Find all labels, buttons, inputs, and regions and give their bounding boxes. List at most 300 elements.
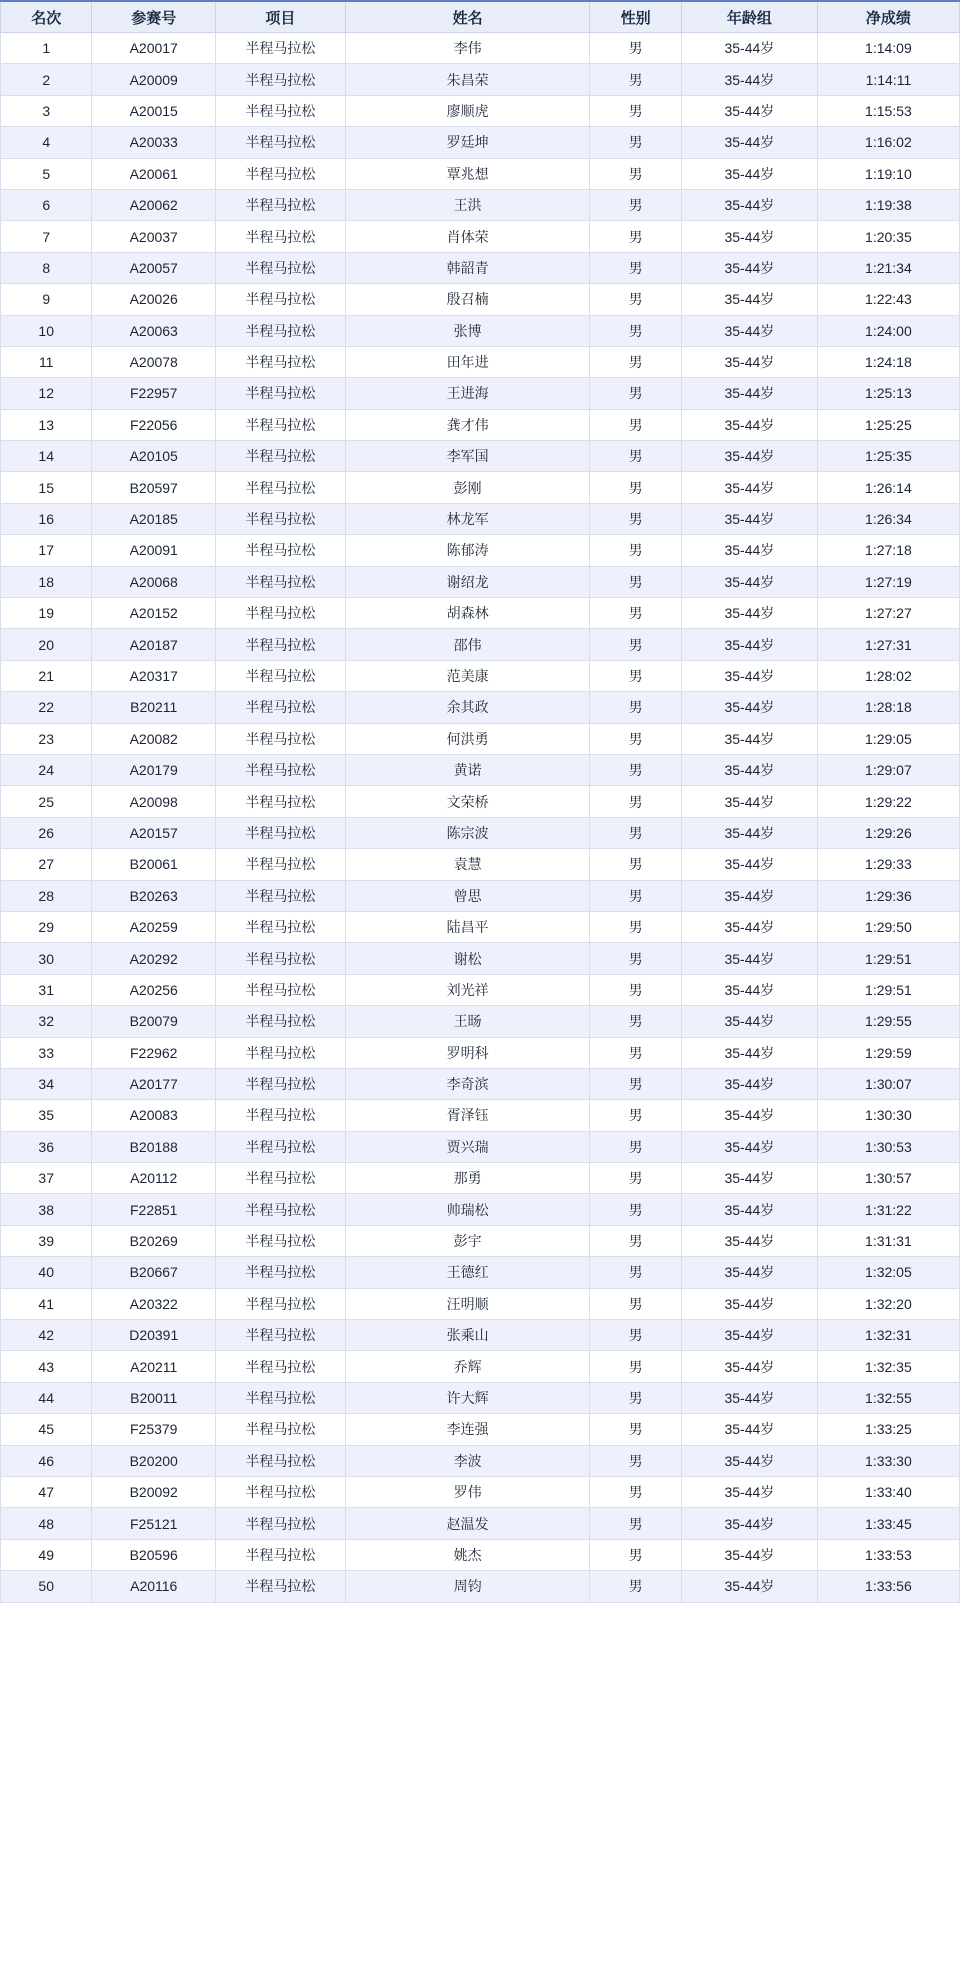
cell-rank: 10 [1, 315, 92, 346]
cell-rank: 13 [1, 409, 92, 440]
cell-name: 邵伟 [345, 629, 590, 660]
cell-agegroup: 35-44岁 [681, 409, 817, 440]
cell-rank: 22 [1, 692, 92, 723]
table-row [1, 1257, 960, 1288]
cell-name: 肖体荣 [345, 221, 590, 252]
column-header-name: 姓名 [345, 1, 590, 33]
cell-agegroup: 35-44岁 [681, 566, 817, 597]
cell-event: 半程马拉松 [216, 503, 346, 534]
cell-agegroup: 35-44岁 [681, 1539, 817, 1570]
cell-name: 李连强 [345, 1414, 590, 1445]
column-header-gender: 性别 [590, 1, 681, 33]
cell-agegroup: 35-44岁 [681, 1571, 817, 1602]
cell-gender: 男 [590, 660, 681, 691]
cell-name: 赵温发 [345, 1508, 590, 1539]
cell-nettime: 1:28:02 [817, 660, 959, 691]
cell-bib: A20152 [92, 598, 216, 629]
cell-bib: A20292 [92, 943, 216, 974]
cell-rank: 38 [1, 1194, 92, 1225]
cell-gender: 男 [590, 723, 681, 754]
cell-agegroup: 35-44岁 [681, 1382, 817, 1413]
cell-name: 殷召楠 [345, 284, 590, 315]
cell-nettime: 1:33:56 [817, 1571, 959, 1602]
table-row [1, 1445, 960, 1476]
cell-nettime: 1:33:25 [817, 1414, 959, 1445]
cell-bib: B20211 [92, 692, 216, 723]
cell-agegroup: 35-44岁 [681, 472, 817, 503]
cell-rank: 1 [1, 33, 92, 64]
cell-bib: A20068 [92, 566, 216, 597]
cell-rank: 3 [1, 95, 92, 126]
cell-name: 余其政 [345, 692, 590, 723]
cell-bib: A20033 [92, 127, 216, 158]
cell-event: 半程马拉松 [216, 346, 346, 377]
cell-agegroup: 35-44岁 [681, 974, 817, 1005]
cell-agegroup: 35-44岁 [681, 786, 817, 817]
cell-agegroup: 35-44岁 [681, 1037, 817, 1068]
cell-rank: 37 [1, 1163, 92, 1194]
cell-gender: 男 [590, 252, 681, 283]
table-row [1, 1320, 960, 1351]
cell-rank: 41 [1, 1288, 92, 1319]
cell-name: 黄诺 [345, 754, 590, 785]
cell-event: 半程马拉松 [216, 441, 346, 472]
cell-event: 半程马拉松 [216, 1320, 346, 1351]
table-row [1, 1414, 960, 1445]
cell-agegroup: 35-44岁 [681, 598, 817, 629]
cell-agegroup: 35-44岁 [681, 943, 817, 974]
table-row [1, 33, 960, 64]
cell-event: 半程马拉松 [216, 974, 346, 1005]
cell-name: 王洪 [345, 189, 590, 220]
cell-nettime: 1:20:35 [817, 221, 959, 252]
cell-agegroup: 35-44岁 [681, 189, 817, 220]
cell-name: 那勇 [345, 1163, 590, 1194]
cell-agegroup: 35-44岁 [681, 1508, 817, 1539]
cell-nettime: 1:30:30 [817, 1100, 959, 1131]
cell-bib: A20256 [92, 974, 216, 1005]
cell-nettime: 1:29:33 [817, 849, 959, 880]
cell-nettime: 1:22:43 [817, 284, 959, 315]
cell-agegroup: 35-44岁 [681, 441, 817, 472]
cell-bib: A20057 [92, 252, 216, 283]
cell-nettime: 1:29:36 [817, 880, 959, 911]
table-row [1, 1068, 960, 1099]
cell-agegroup: 35-44岁 [681, 221, 817, 252]
cell-event: 半程马拉松 [216, 535, 346, 566]
table-row [1, 911, 960, 942]
cell-rank: 39 [1, 1225, 92, 1256]
cell-rank: 29 [1, 911, 92, 942]
cell-gender: 男 [590, 1131, 681, 1162]
cell-bib: F22851 [92, 1194, 216, 1225]
table-row [1, 158, 960, 189]
cell-gender: 男 [590, 284, 681, 315]
cell-gender: 男 [590, 1571, 681, 1602]
cell-bib: A20187 [92, 629, 216, 660]
cell-nettime: 1:26:34 [817, 503, 959, 534]
cell-nettime: 1:28:18 [817, 692, 959, 723]
cell-name: 彭宇 [345, 1225, 590, 1256]
cell-rank: 11 [1, 346, 92, 377]
cell-event: 半程马拉松 [216, 1037, 346, 1068]
cell-name: 张乘山 [345, 1320, 590, 1351]
cell-agegroup: 35-44岁 [681, 660, 817, 691]
cell-name: 龚才伟 [345, 409, 590, 440]
cell-agegroup: 35-44岁 [681, 1445, 817, 1476]
table-row [1, 252, 960, 283]
cell-event: 半程马拉松 [216, 1257, 346, 1288]
cell-agegroup: 35-44岁 [681, 252, 817, 283]
table-row [1, 880, 960, 911]
cell-bib: F22962 [92, 1037, 216, 1068]
cell-bib: A20116 [92, 1571, 216, 1602]
cell-rank: 16 [1, 503, 92, 534]
cell-nettime: 1:31:31 [817, 1225, 959, 1256]
cell-bib: B20200 [92, 1445, 216, 1476]
cell-gender: 男 [590, 409, 681, 440]
cell-event: 半程马拉松 [216, 315, 346, 346]
cell-rank: 2 [1, 64, 92, 95]
cell-gender: 男 [590, 1225, 681, 1256]
cell-rank: 48 [1, 1508, 92, 1539]
cell-name: 文荣桥 [345, 786, 590, 817]
cell-name: 李奇滨 [345, 1068, 590, 1099]
table-row [1, 535, 960, 566]
table-row [1, 1508, 960, 1539]
cell-bib: A20063 [92, 315, 216, 346]
table-row [1, 660, 960, 691]
cell-gender: 男 [590, 598, 681, 629]
cell-gender: 男 [590, 127, 681, 158]
cell-nettime: 1:29:59 [817, 1037, 959, 1068]
cell-nettime: 1:27:18 [817, 535, 959, 566]
cell-name: 廖顺虎 [345, 95, 590, 126]
cell-rank: 47 [1, 1476, 92, 1507]
cell-name: 彭刚 [345, 472, 590, 503]
cell-event: 半程马拉松 [216, 723, 346, 754]
cell-nettime: 1:30:57 [817, 1163, 959, 1194]
cell-nettime: 1:25:25 [817, 409, 959, 440]
cell-name: 帅瑞松 [345, 1194, 590, 1225]
cell-gender: 男 [590, 1445, 681, 1476]
cell-name: 田年进 [345, 346, 590, 377]
cell-bib: A20157 [92, 817, 216, 848]
cell-bib: A20185 [92, 503, 216, 534]
cell-event: 半程马拉松 [216, 880, 346, 911]
cell-rank: 49 [1, 1539, 92, 1570]
cell-bib: A20098 [92, 786, 216, 817]
cell-event: 半程马拉松 [216, 692, 346, 723]
cell-event: 半程马拉松 [216, 284, 346, 315]
cell-rank: 32 [1, 1006, 92, 1037]
table-row [1, 346, 960, 377]
cell-gender: 男 [590, 1068, 681, 1099]
cell-bib: A20017 [92, 33, 216, 64]
cell-event: 半程马拉松 [216, 1508, 346, 1539]
cell-name: 李伟 [345, 33, 590, 64]
cell-name: 王进海 [345, 378, 590, 409]
table-row [1, 849, 960, 880]
table-row [1, 472, 960, 503]
table-row [1, 127, 960, 158]
cell-agegroup: 35-44岁 [681, 33, 817, 64]
cell-event: 半程马拉松 [216, 1476, 346, 1507]
table-row [1, 1163, 960, 1194]
cell-event: 半程马拉松 [216, 566, 346, 597]
table-row [1, 786, 960, 817]
cell-event: 半程马拉松 [216, 598, 346, 629]
table-row [1, 378, 960, 409]
column-header-agegroup: 年龄组 [681, 1, 817, 33]
cell-agegroup: 35-44岁 [681, 503, 817, 534]
cell-name: 罗明科 [345, 1037, 590, 1068]
table-row [1, 1037, 960, 1068]
table-row [1, 1571, 960, 1602]
cell-name: 乔辉 [345, 1351, 590, 1382]
cell-nettime: 1:29:05 [817, 723, 959, 754]
cell-nettime: 1:33:30 [817, 1445, 959, 1476]
cell-name: 胥泽钰 [345, 1100, 590, 1131]
cell-nettime: 1:24:18 [817, 346, 959, 377]
cell-rank: 43 [1, 1351, 92, 1382]
table-header-row [1, 1, 960, 33]
cell-event: 半程马拉松 [216, 127, 346, 158]
cell-agegroup: 35-44岁 [681, 378, 817, 409]
cell-nettime: 1:32:55 [817, 1382, 959, 1413]
cell-rank: 27 [1, 849, 92, 880]
cell-name: 陈宗波 [345, 817, 590, 848]
cell-rank: 7 [1, 221, 92, 252]
table-row [1, 1351, 960, 1382]
cell-agegroup: 35-44岁 [681, 95, 817, 126]
cell-agegroup: 35-44岁 [681, 754, 817, 785]
cell-rank: 15 [1, 472, 92, 503]
cell-bib: F22957 [92, 378, 216, 409]
cell-nettime: 1:29:26 [817, 817, 959, 848]
table-row [1, 441, 960, 472]
cell-agegroup: 35-44岁 [681, 1288, 817, 1319]
cell-nettime: 1:31:22 [817, 1194, 959, 1225]
cell-name: 曾思 [345, 880, 590, 911]
cell-nettime: 1:33:53 [817, 1539, 959, 1570]
table-row [1, 64, 960, 95]
cell-name: 许大辉 [345, 1382, 590, 1413]
cell-event: 半程马拉松 [216, 95, 346, 126]
cell-agegroup: 35-44岁 [681, 1257, 817, 1288]
cell-nettime: 1:19:38 [817, 189, 959, 220]
cell-rank: 26 [1, 817, 92, 848]
cell-rank: 23 [1, 723, 92, 754]
cell-event: 半程马拉松 [216, 252, 346, 283]
cell-agegroup: 35-44岁 [681, 911, 817, 942]
cell-agegroup: 35-44岁 [681, 1320, 817, 1351]
cell-gender: 男 [590, 566, 681, 597]
column-header-nettime: 净成绩 [817, 1, 959, 33]
cell-name: 周钧 [345, 1571, 590, 1602]
cell-gender: 男 [590, 786, 681, 817]
cell-name: 王德红 [345, 1257, 590, 1288]
cell-gender: 男 [590, 629, 681, 660]
cell-name: 何洪勇 [345, 723, 590, 754]
table-row [1, 1382, 960, 1413]
cell-bib: F25379 [92, 1414, 216, 1445]
table-row [1, 817, 960, 848]
cell-bib: A20317 [92, 660, 216, 691]
cell-event: 半程马拉松 [216, 660, 346, 691]
cell-name: 陆昌平 [345, 911, 590, 942]
cell-agegroup: 35-44岁 [681, 723, 817, 754]
cell-event: 半程马拉松 [216, 1539, 346, 1570]
cell-event: 半程马拉松 [216, 1382, 346, 1413]
cell-name: 陈郁涛 [345, 535, 590, 566]
cell-bib: A20083 [92, 1100, 216, 1131]
cell-event: 半程马拉松 [216, 1006, 346, 1037]
cell-agegroup: 35-44岁 [681, 158, 817, 189]
cell-gender: 男 [590, 33, 681, 64]
table-row [1, 754, 960, 785]
cell-agegroup: 35-44岁 [681, 817, 817, 848]
cell-rank: 28 [1, 880, 92, 911]
cell-rank: 8 [1, 252, 92, 283]
cell-agegroup: 35-44岁 [681, 1351, 817, 1382]
cell-gender: 男 [590, 1508, 681, 1539]
cell-gender: 男 [590, 754, 681, 785]
cell-rank: 33 [1, 1037, 92, 1068]
table-row [1, 1100, 960, 1131]
cell-gender: 男 [590, 1163, 681, 1194]
cell-rank: 18 [1, 566, 92, 597]
cell-name: 胡森林 [345, 598, 590, 629]
cell-bib: B20061 [92, 849, 216, 880]
cell-nettime: 1:29:50 [817, 911, 959, 942]
table-row [1, 1006, 960, 1037]
cell-agegroup: 35-44岁 [681, 1194, 817, 1225]
cell-rank: 40 [1, 1257, 92, 1288]
cell-event: 半程马拉松 [216, 189, 346, 220]
cell-bib: B20079 [92, 1006, 216, 1037]
cell-bib: B20597 [92, 472, 216, 503]
cell-name: 张博 [345, 315, 590, 346]
cell-gender: 男 [590, 221, 681, 252]
cell-event: 半程马拉松 [216, 817, 346, 848]
cell-name: 姚杰 [345, 1539, 590, 1570]
cell-bib: A20091 [92, 535, 216, 566]
cell-event: 半程马拉松 [216, 786, 346, 817]
cell-bib: A20061 [92, 158, 216, 189]
cell-bib: B20011 [92, 1382, 216, 1413]
cell-event: 半程马拉松 [216, 64, 346, 95]
cell-rank: 45 [1, 1414, 92, 1445]
cell-nettime: 1:33:40 [817, 1476, 959, 1507]
cell-gender: 男 [590, 1037, 681, 1068]
table-row [1, 1476, 960, 1507]
table-row [1, 1288, 960, 1319]
cell-nettime: 1:14:09 [817, 33, 959, 64]
cell-nettime: 1:24:00 [817, 315, 959, 346]
table-row [1, 943, 960, 974]
cell-gender: 男 [590, 1351, 681, 1382]
table-body [1, 33, 960, 1603]
cell-bib: F25121 [92, 1508, 216, 1539]
table-row [1, 566, 960, 597]
cell-nettime: 1:30:53 [817, 1131, 959, 1162]
table-row [1, 221, 960, 252]
table-row [1, 723, 960, 754]
cell-event: 半程马拉松 [216, 943, 346, 974]
cell-name: 林龙军 [345, 503, 590, 534]
cell-bib: A20179 [92, 754, 216, 785]
cell-gender: 男 [590, 378, 681, 409]
cell-rank: 35 [1, 1100, 92, 1131]
cell-nettime: 1:32:05 [817, 1257, 959, 1288]
cell-name: 贾兴瑞 [345, 1131, 590, 1162]
cell-gender: 男 [590, 692, 681, 723]
cell-bib: A20211 [92, 1351, 216, 1382]
cell-agegroup: 35-44岁 [681, 1163, 817, 1194]
cell-event: 半程马拉松 [216, 1288, 346, 1319]
cell-nettime: 1:27:31 [817, 629, 959, 660]
cell-nettime: 1:32:35 [817, 1351, 959, 1382]
cell-rank: 24 [1, 754, 92, 785]
cell-gender: 男 [590, 95, 681, 126]
cell-bib: A20259 [92, 911, 216, 942]
cell-nettime: 1:27:19 [817, 566, 959, 597]
cell-nettime: 1:26:14 [817, 472, 959, 503]
column-header-event: 项目 [216, 1, 346, 33]
cell-nettime: 1:16:02 [817, 127, 959, 158]
cell-rank: 36 [1, 1131, 92, 1162]
cell-agegroup: 35-44岁 [681, 629, 817, 660]
table-header [1, 1, 960, 33]
cell-gender: 男 [590, 1288, 681, 1319]
cell-name: 罗廷坤 [345, 127, 590, 158]
cell-gender: 男 [590, 1257, 681, 1288]
cell-bib: A20026 [92, 284, 216, 315]
cell-gender: 男 [590, 1100, 681, 1131]
cell-bib: A20078 [92, 346, 216, 377]
cell-rank: 5 [1, 158, 92, 189]
cell-agegroup: 35-44岁 [681, 880, 817, 911]
cell-rank: 42 [1, 1320, 92, 1351]
cell-bib: B20263 [92, 880, 216, 911]
cell-bib: A20322 [92, 1288, 216, 1319]
cell-event: 半程马拉松 [216, 911, 346, 942]
cell-gender: 男 [590, 1382, 681, 1413]
table-row [1, 598, 960, 629]
cell-agegroup: 35-44岁 [681, 1476, 817, 1507]
cell-bib: B20269 [92, 1225, 216, 1256]
cell-rank: 9 [1, 284, 92, 315]
cell-nettime: 1:29:51 [817, 943, 959, 974]
column-header-rank: 名次 [1, 1, 92, 33]
cell-event: 半程马拉松 [216, 158, 346, 189]
cell-rank: 21 [1, 660, 92, 691]
cell-nettime: 1:29:51 [817, 974, 959, 1005]
table-row [1, 1194, 960, 1225]
cell-name: 朱昌荣 [345, 64, 590, 95]
cell-rank: 50 [1, 1571, 92, 1602]
cell-nettime: 1:29:07 [817, 754, 959, 785]
cell-nettime: 1:29:22 [817, 786, 959, 817]
cell-event: 半程马拉松 [216, 754, 346, 785]
cell-nettime: 1:25:35 [817, 441, 959, 472]
table-row [1, 409, 960, 440]
cell-bib: F22056 [92, 409, 216, 440]
table-row [1, 692, 960, 723]
cell-agegroup: 35-44岁 [681, 849, 817, 880]
cell-agegroup: 35-44岁 [681, 64, 817, 95]
